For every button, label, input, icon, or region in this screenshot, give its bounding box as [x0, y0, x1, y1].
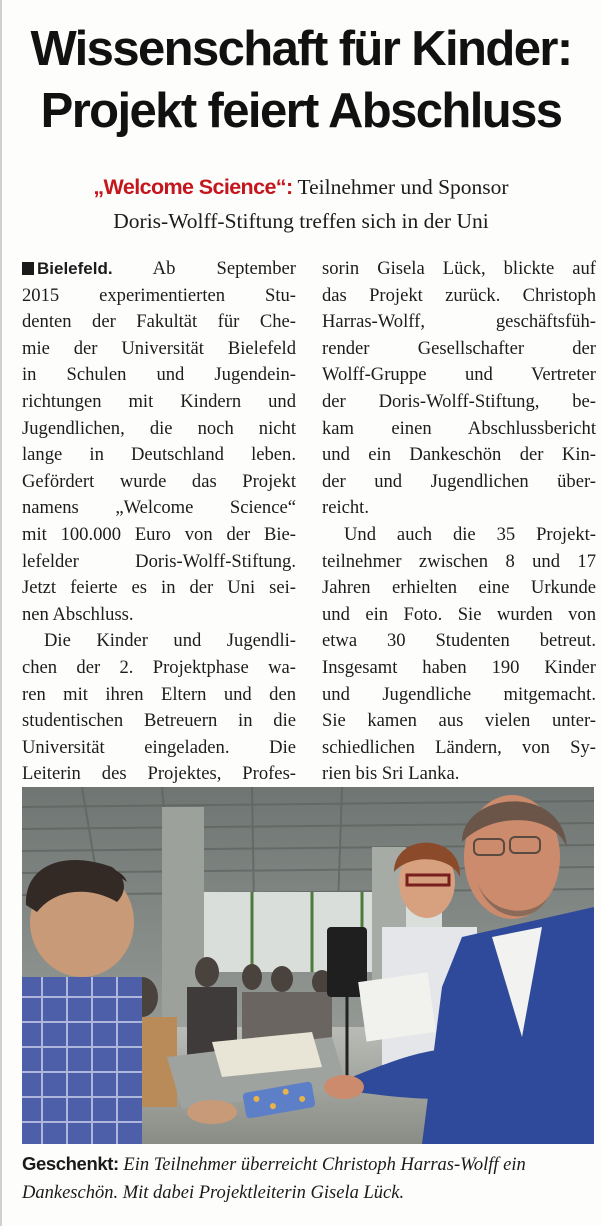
article-line: teilnehmer zwischen 8 und 17	[322, 550, 596, 572]
photo-caption	[22, 1150, 597, 1207]
article-line: und ein Foto. Sie wurden von	[322, 603, 596, 625]
article-line: Insgesamt haben 190 Kinder	[322, 656, 596, 678]
subheadline-text-1: Teilnehmer und Sponsor	[292, 175, 509, 199]
dateline-square-icon	[22, 262, 34, 275]
article-column-right	[322, 256, 596, 788]
article-line: kam einen Abschlussbericht	[322, 417, 596, 439]
article-line: Und auch die 35 Projekt-	[344, 523, 596, 545]
article-line: reicht.	[322, 497, 369, 519]
article-line: ren mit ihren Eltern und den	[22, 683, 296, 705]
article-line: Leiterin des Projektes, Profes-	[22, 763, 296, 785]
subheadline-kicker: „Welcome Science“:	[93, 175, 293, 199]
article-line: rien bis Sri Lanka.	[322, 763, 460, 785]
article-line: Wolff-Gruppe und Vertreter	[322, 364, 596, 386]
article-column-left	[22, 256, 296, 788]
article-line: der Doris-Wolff-Stiftung, be-	[322, 390, 596, 412]
article-line: Die Kinder und Jugendli-	[44, 630, 296, 652]
article-line: mit 100.000 Euro von der Bie-	[22, 523, 296, 545]
article-line: Jugendlichen, die noch nicht	[22, 417, 296, 439]
subheadline-line-1	[0, 170, 602, 204]
article-line: nen Abschluss.	[22, 603, 134, 625]
article-line: render Gesellschafter der	[322, 337, 596, 359]
headline-line-2: Projekt feiert Abschluss	[40, 84, 562, 138]
article-line: 2015 experimentierten Stu-	[22, 284, 296, 306]
article-line: Jetzt feierte es in der Uni sei-	[22, 577, 296, 599]
photo-illustration	[22, 787, 594, 1144]
article-line: mie der Universität Bielefeld	[22, 337, 296, 359]
article-line: lange in Deutschland leben.	[22, 444, 296, 466]
article-line: chen der 2. Projektphase wa-	[22, 656, 296, 678]
article-line: Sie kamen aus vielen unter-	[322, 710, 596, 732]
headline-line-1: Wissenschaft für Kinder:	[30, 22, 572, 76]
article-line: namens „Welcome Science“	[22, 497, 296, 519]
dateline	[22, 259, 113, 278]
article-line: Jahren erhielten eine Urkunde	[322, 577, 596, 599]
article-line: lefelder Doris-Wolff-Stiftung.	[22, 550, 296, 572]
article-line: und Jugendliche mitgemacht.	[322, 683, 596, 705]
caption-text: Ein Teilnehmer überreicht Christoph Harras-Wolff ein Dankeschön. Mit dabei Projektleiterin Gisela Lück.	[22, 1155, 526, 1203]
subheadline-line-2: Doris-Wolff-Stiftung treffen sich in der Uni	[113, 209, 489, 233]
article-line-text: Ab September	[112, 258, 296, 279]
article-line: studentischen Betreuern in die	[22, 710, 296, 732]
article-line: etwa 30 Studenten betreut.	[322, 630, 596, 652]
article-line: in Schulen und Jugendein-	[22, 364, 296, 386]
article-line: denten der Fakultät für Che-	[22, 311, 296, 333]
headline	[0, 18, 602, 142]
article-line: der und Jugendlichen über-	[322, 470, 596, 492]
article-line: Universität eingeladen. Die	[22, 736, 296, 758]
article-photo	[22, 787, 594, 1144]
article-line: das Projekt zurück. Christoph	[322, 284, 596, 306]
article-line: schiedlichen Ländern, von Sy-	[322, 736, 596, 758]
article-line: und ein Dankeschön der Kin-	[322, 444, 596, 466]
article-line: richtungen mit Kindern und	[22, 390, 296, 412]
subheadline	[0, 170, 602, 238]
dateline-text: Bielefeld.	[37, 259, 113, 278]
article-line-first	[22, 256, 296, 283]
article-line: sorin Gisela Lück, blickte auf	[322, 258, 596, 279]
article-line: Harras-Wolff, geschäftsfüh-	[322, 311, 596, 333]
article-line: Gefördert wurde das Projekt	[22, 470, 296, 492]
caption-label: Geschenkt:	[22, 1153, 119, 1174]
